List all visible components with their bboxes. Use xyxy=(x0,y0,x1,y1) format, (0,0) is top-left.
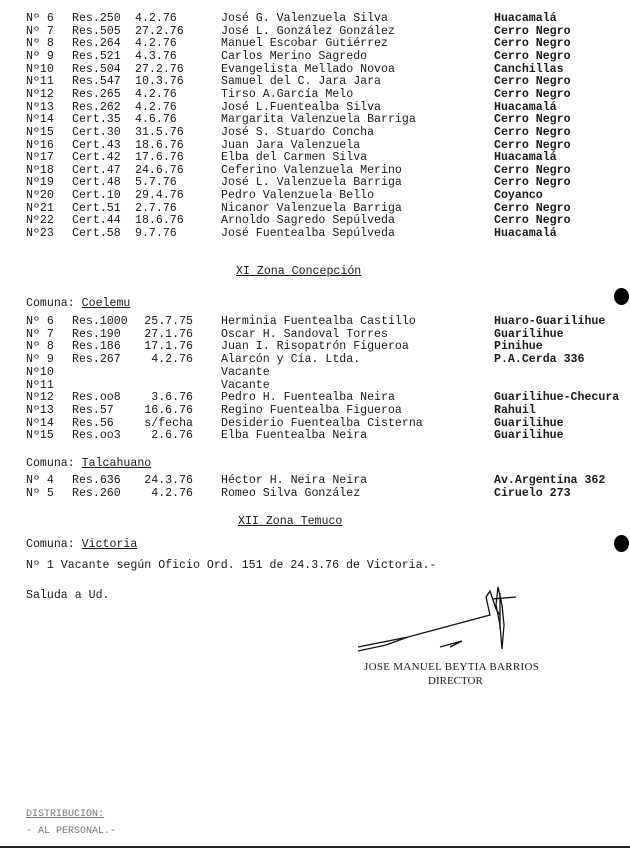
entry-number: Nº18 xyxy=(26,163,54,177)
entry-number: Nº 8 xyxy=(26,340,54,354)
entry-number: Nº10 xyxy=(26,62,54,76)
resolution-ref: Res.267 xyxy=(72,353,121,367)
location: Cerro Negro xyxy=(494,87,571,101)
comuna-coelemu-label xyxy=(26,297,130,310)
resolution-ref: Res.262 xyxy=(72,100,121,114)
entry-number: Nº 4 xyxy=(26,474,54,487)
comuna-name: Coelemu xyxy=(81,297,131,310)
holder-name: Manuel Escobar Gutiérrez xyxy=(221,37,388,51)
location: Huacamalá xyxy=(494,12,557,25)
holder-name: Juan Jara Valenzuela xyxy=(221,138,361,152)
resolution-ref: Res.260 xyxy=(72,486,121,500)
location: Cerro Negro xyxy=(494,176,571,190)
resolution-ref: Cert.51 xyxy=(72,201,121,215)
resolution-ref: Res.265 xyxy=(72,87,121,101)
resolution-ref: Cert.47 xyxy=(72,163,121,177)
location: Huaro-Guarilihue xyxy=(494,315,606,328)
holder-name: Pedro H. Fuentealba Neira xyxy=(221,391,395,405)
holder-name: Juan I. Risopatrón Figueroa xyxy=(221,340,409,354)
location: Cerro Negro xyxy=(494,214,571,228)
resolution-ref: Res.1000 xyxy=(72,315,128,328)
entry-date: 16.6.76 xyxy=(144,403,193,417)
entry-number: Nº19 xyxy=(26,176,54,190)
closing-greeting: Saluda a Ud. xyxy=(26,589,110,602)
resolution-ref: Res.264 xyxy=(72,37,121,51)
punch-hole-icon xyxy=(614,288,629,305)
punch-hole-icon xyxy=(614,535,629,552)
entry-number: Nº11 xyxy=(26,378,54,392)
holder-name: Evangelista Mellado Novoa xyxy=(221,62,395,76)
location: Cerro Negro xyxy=(494,201,571,215)
entry-date: 18.6.76 xyxy=(135,214,184,228)
entry-number: Nº22 xyxy=(26,214,54,228)
entry-number: Nº 9 xyxy=(26,353,54,367)
comuna-name: Victoria xyxy=(81,538,138,551)
entry-date: 4.6.76 xyxy=(135,113,177,127)
location: Coyanco xyxy=(494,189,543,203)
entry-date: 10.3.76 xyxy=(135,75,184,89)
location: Cerro Negro xyxy=(494,49,571,63)
resolution-ref: Res.521 xyxy=(72,49,121,63)
holder-name: Samuel del C. Jara Jara xyxy=(221,75,382,89)
location: Ciruelo 273 xyxy=(494,486,571,500)
location: Cerro Negro xyxy=(494,75,571,89)
location: P.A.Cerda 336 xyxy=(494,353,585,367)
entry-date: 17.6.76 xyxy=(135,151,184,165)
distribution-label: DISTRIBUCION: xyxy=(26,809,105,820)
resolution-ref: Cert.30 xyxy=(72,125,121,139)
resolution-ref: Res.oo8 xyxy=(72,391,121,405)
entry-number: Nº12 xyxy=(26,87,54,101)
holder-name: Romeo Silva González xyxy=(221,486,361,500)
location: Cerro Negro xyxy=(494,163,571,177)
entry-date: 4.2.76 xyxy=(135,87,177,101)
entry-date: 2.6.76 xyxy=(151,429,193,443)
location: Huacamalá xyxy=(494,227,557,241)
entry-number: Nº 7 xyxy=(26,24,54,38)
holder-name: Oscar H. Sandoval Torres xyxy=(221,327,388,341)
holder-name: Herminia Fuentealba Castillo xyxy=(221,315,416,328)
resolution-ref: Cert.10 xyxy=(72,189,121,203)
entry-date: 4.2.76 xyxy=(151,486,193,500)
resolution-ref: Cert.35 xyxy=(72,113,121,127)
entry-number: Nº13 xyxy=(26,403,54,417)
entry-date: 2.7.76 xyxy=(135,201,177,215)
holder-name: Elba del Carmen Silva xyxy=(221,151,368,165)
entry-date: 24.3.76 xyxy=(144,474,193,487)
entry-number: Nº 8 xyxy=(26,37,54,51)
entry-number: Nº14 xyxy=(26,416,54,430)
resolution-ref: Res.oo3 xyxy=(72,429,121,443)
location: Cerro Negro xyxy=(494,37,571,51)
location: Pinihue xyxy=(494,340,543,354)
location: Cerro Negro xyxy=(494,113,571,127)
signer-name: JOSE MANUEL BEYTIA BARRIOS xyxy=(364,661,540,673)
zona-xi-heading: XI Zona Concepción xyxy=(236,265,362,278)
holder-name: Regino Fuentealba Figueroa xyxy=(221,403,402,417)
entry-date: 4.2.76 xyxy=(151,353,193,367)
entry-date: 27.2.76 xyxy=(135,24,184,38)
holder-name: José L. Valenzuela Barriga xyxy=(221,176,402,190)
entry-date: 4.2.76 xyxy=(135,37,177,51)
entry-date: 17.1.76 xyxy=(144,340,193,354)
entry-date: 25.7.75 xyxy=(144,315,193,328)
comuna-label: Comuna: xyxy=(26,457,75,470)
entry-date: 27.2.76 xyxy=(135,62,184,76)
holder-name: Tirso A.García Melo xyxy=(221,87,354,101)
entry-number: Nº 6 xyxy=(26,315,54,328)
location: Av.Argentina 362 xyxy=(494,474,606,487)
entry-number: Nº17 xyxy=(26,151,54,165)
holder-name: Pedro Valenzuela Bello xyxy=(221,189,375,203)
holder-name: Ceferino Valenzuela Merino xyxy=(221,163,402,177)
entry-number: Nº 9 xyxy=(26,49,54,63)
victoria-vacancy-line: Nº 1 Vacante según Oficio Ord. 151 de 24.3.76 de Victoria.- xyxy=(26,559,437,572)
resolution-ref: Res.186 xyxy=(72,340,121,354)
location: Cerro Negro xyxy=(494,138,571,152)
comuna-name: Talcahuano xyxy=(81,457,152,470)
location: Canchillas xyxy=(494,62,564,76)
holder-name: Arnoldo Sagredo Sepúlveda xyxy=(221,214,395,228)
entry-number: Nº10 xyxy=(26,365,54,379)
holder-name: Desiderio Fuentealba Cisterna xyxy=(221,416,423,430)
holder-name: José S. Stuardo Concha xyxy=(221,125,375,139)
comuna-label: Comuna: xyxy=(26,538,75,551)
entry-date: s/fecha xyxy=(144,416,193,430)
holder-name: Héctor H. Neira Neira xyxy=(221,474,368,487)
entry-date: 9.7.76 xyxy=(135,227,177,241)
holder-name: Elba Fuentealba Neira xyxy=(221,429,368,443)
entry-date: 4.2.76 xyxy=(135,100,177,114)
entry-number: Nº 5 xyxy=(26,486,54,500)
holder-name: José G. Valenzuela Silva xyxy=(221,12,388,25)
holder-name: José Fuentealba Sepúlveda xyxy=(221,227,395,241)
holder-name: José L.Fuentealba Silva xyxy=(221,100,382,114)
entry-number: Nº15 xyxy=(26,125,54,139)
entry-date: 24.6.76 xyxy=(135,163,184,177)
holder-name: Margarita Valenzuela Barriga xyxy=(221,113,416,127)
entry-number: Nº 7 xyxy=(26,327,54,341)
resolution-ref: Res.56 xyxy=(72,416,114,430)
entry-date: 3.6.76 xyxy=(151,391,193,405)
entry-date: 4.3.76 xyxy=(135,49,177,63)
resolution-ref: Res.250 xyxy=(72,12,121,25)
entry-number: Nº13 xyxy=(26,100,54,114)
holder-name: Carlos Merino Sagredo xyxy=(221,49,368,63)
location: Cerro Negro xyxy=(494,24,571,38)
location: Cerro Negro xyxy=(494,125,571,139)
resolution-ref: Cert.48 xyxy=(72,176,121,190)
location: Huacamalá xyxy=(494,151,557,165)
comuna-label: Comuna: xyxy=(26,297,75,310)
zona-xii-heading: XII Zona Temuco xyxy=(238,515,343,528)
location: Guarilihue xyxy=(494,327,564,341)
resolution-ref: Cert.43 xyxy=(72,138,121,152)
signature-icon xyxy=(350,585,550,663)
page-edge-divider xyxy=(0,846,630,848)
location: Guarilihue xyxy=(494,416,564,430)
resolution-ref: Res.505 xyxy=(72,24,121,38)
holder-name: Vacante xyxy=(221,365,270,379)
entry-date: 18.6.76 xyxy=(135,138,184,152)
holder-name: Alarcón y Cía. Ltda. xyxy=(221,353,361,367)
location: Guarilihue xyxy=(494,429,564,443)
distribution-item: - AL PERSONAL.- xyxy=(26,826,117,837)
entry-date: 4.2.76 xyxy=(135,12,177,25)
entry-number: Nº21 xyxy=(26,201,54,215)
holder-name: José L. González González xyxy=(221,24,395,38)
comuna-talcahuano-label xyxy=(26,457,151,470)
entry-date: 5.7.76 xyxy=(135,176,177,190)
resolution-ref: Res.57 xyxy=(72,403,114,417)
resolution-ref: Cert.42 xyxy=(72,151,121,165)
signer-title: DIRECTOR xyxy=(428,675,483,687)
resolution-ref: Cert.58 xyxy=(72,227,121,241)
entry-number: Nº 6 xyxy=(26,12,54,25)
resolution-ref: Res.504 xyxy=(72,62,121,76)
comuna-victoria-label xyxy=(26,538,137,551)
entry-date: 29.4.76 xyxy=(135,189,184,203)
resolution-ref: Cert.44 xyxy=(72,214,121,228)
entry-number: Nº12 xyxy=(26,391,54,405)
entry-date: 31.5.76 xyxy=(135,125,184,139)
entry-number: Nº15 xyxy=(26,429,54,443)
entry-number: Nº11 xyxy=(26,75,54,89)
holder-name: Nicanor Valenzuela Barriga xyxy=(221,201,402,215)
location: Rahuil xyxy=(494,403,536,417)
location: Guarilihue-Checura xyxy=(494,391,620,405)
entry-number: Nº23 xyxy=(26,227,54,241)
entry-number: Nº16 xyxy=(26,138,54,152)
location: Huacamalá xyxy=(494,100,557,114)
holder-name: Vacante xyxy=(221,378,270,392)
entry-number: Nº14 xyxy=(26,113,54,127)
resolution-ref: Res.636 xyxy=(72,474,121,487)
resolution-ref: Res.190 xyxy=(72,327,121,341)
entry-date: 27.1.76 xyxy=(144,327,193,341)
entry-number: Nº20 xyxy=(26,189,54,203)
resolution-ref: Res.547 xyxy=(72,75,121,89)
